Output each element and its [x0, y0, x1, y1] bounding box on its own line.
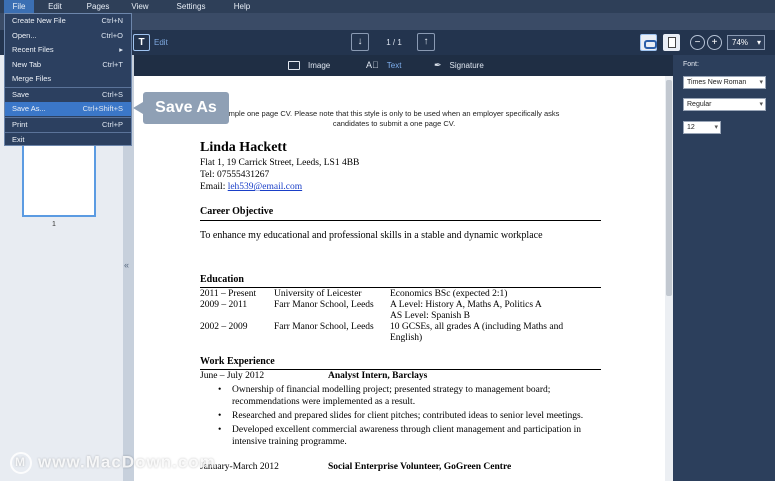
job1-bullet-1 — [216, 384, 596, 408]
menu-item-label: Merge Files — [12, 74, 52, 83]
zoom-in-icon[interactable]: + — [707, 35, 722, 50]
scrollbar-thumb[interactable] — [666, 80, 672, 296]
thumbnail-page-number: 1 — [52, 221, 56, 228]
document-area — [134, 76, 673, 481]
education-rule — [200, 287, 601, 288]
edu-detail: English) — [390, 333, 423, 343]
menu-help[interactable]: Help — [233, 2, 251, 11]
menu-item-label: New Tab — [12, 60, 42, 69]
work-rule — [200, 369, 601, 370]
career-rule — [200, 220, 601, 221]
menu-item-open[interactable] — [5, 29, 131, 43]
menu-item-recent-files[interactable] — [5, 43, 131, 57]
job1-bullet-3 — [216, 424, 596, 448]
zoom-select[interactable]: 74% ▾ — [727, 35, 765, 50]
career-heading: Career Objective — [200, 206, 274, 217]
document-page[interactable] — [134, 76, 665, 481]
edu-school: University of Leicester — [274, 289, 362, 299]
page-view-icon[interactable] — [663, 34, 680, 51]
edu-detail: Economics BSc (expected 2:1) — [390, 289, 508, 299]
next-page-button[interactable]: ↑ — [417, 33, 435, 51]
cv-email-link[interactable]: leh539@email.com — [227, 182, 303, 192]
submenu-arrow-icon: ▸ — [119, 45, 123, 54]
font-size-select[interactable]: 12 ▾ — [683, 121, 721, 134]
menu-file[interactable]: File — [4, 0, 34, 13]
menu-item-shortcut: Ctrl+Shift+S — [82, 104, 123, 113]
menu-item-shortcut: Ctrl+T — [102, 60, 123, 69]
job2-dates: January-March 2012 — [200, 462, 279, 472]
edit-label[interactable]: Edit — [154, 38, 168, 47]
menubar — [0, 0, 775, 13]
insert-image-label: Image — [308, 61, 331, 70]
menu-item-label: Print — [12, 120, 28, 129]
insert-text-button[interactable] — [366, 55, 401, 76]
job1-dates: June – July 2012 — [200, 371, 265, 381]
insert-signature-label: Signature — [449, 61, 484, 70]
previous-page-button[interactable]: ↓ — [351, 33, 369, 51]
watermark — [10, 452, 216, 474]
career-text: To enhance my educational and professional skills in a stable and dynamic workplace — [200, 230, 543, 241]
edu-detail: AS Level: Spanish B — [390, 311, 470, 321]
menu-item-label: Create New File — [12, 16, 66, 25]
education-heading: Education — [200, 274, 244, 285]
save-as-callout: Save As — [143, 92, 229, 124]
document-scrollbar[interactable] — [665, 76, 673, 481]
edu-detail: A Level: History A, Maths A, Politics A — [390, 300, 542, 310]
bullet-text: recommendations were implemented as a result. — [232, 397, 416, 407]
collapse-chevron-icon: « — [124, 260, 130, 270]
font-family-select[interactable]: Times New Roman ▾ — [683, 76, 766, 89]
menu-pages[interactable]: Pages — [86, 2, 110, 11]
menu-view[interactable]: View — [131, 2, 149, 11]
menu-item-shortcut: Ctrl+S — [101, 90, 123, 99]
menu-item-new-tab[interactable] — [5, 58, 131, 72]
edu-school: Farr Manor School, Leeds — [274, 300, 374, 310]
note-line-1: mple one page CV. Please note that this style is only to be used when an employer specifically asks — [228, 109, 560, 118]
menu-item-label: Save — [12, 90, 30, 99]
menu-item-print[interactable] — [5, 118, 131, 132]
bullet-text: Ownership of financial modelling project; presented strategy to management board; — [232, 385, 551, 395]
menu-item-shortcut: Ctrl+O — [101, 31, 123, 40]
menu-item-merge-files[interactable] — [5, 72, 131, 86]
bullet-text: Researched and prepared slides for client pitches; contributed ideas to senior level meetings. — [232, 411, 584, 421]
menu-edit[interactable]: Edit — [48, 2, 62, 11]
insert-signature-button[interactable] — [434, 55, 484, 76]
watermark-text: www.MacDown.com — [38, 452, 216, 472]
job1-title: Analyst Intern, Barclays — [328, 371, 428, 381]
menu-item-label: Recent Files — [12, 45, 54, 54]
insert-toolbar — [134, 55, 673, 76]
pen-icon: ✒ — [434, 60, 442, 71]
properties-panel — [673, 55, 775, 481]
edit-text-icon[interactable]: T — [133, 34, 150, 51]
cv-name: Linda Hackett — [200, 140, 287, 155]
cv-email-line — [200, 182, 302, 192]
menu-item-shortcut: Ctrl+N — [101, 16, 123, 25]
cv-address: Flat 1, 19 Carrick Street, Leeds, LS1 4BB — [200, 158, 360, 168]
note-line-2: candidates to submit a one page CV. — [332, 119, 456, 128]
insert-image-button[interactable] — [288, 55, 330, 76]
insert-text-label: Text — [386, 61, 402, 70]
menu-settings[interactable]: Settings — [176, 2, 206, 11]
edu-school: Farr Manor School, Leeds — [274, 322, 374, 332]
watermark-logo-icon — [10, 452, 32, 474]
job1-bullet-2 — [216, 410, 596, 422]
edu-years: 2002 – 2009 — [200, 322, 248, 332]
zoom-out-icon[interactable]: − — [690, 35, 705, 50]
bullet-text: intensive training programme. — [232, 437, 347, 447]
font-label: Font: — [683, 61, 699, 68]
menu-item-save-as[interactable] — [5, 102, 131, 116]
job2-title: Social Enterprise Volunteer, GoGreen Centre — [328, 462, 512, 472]
menu-item-shortcut: Ctrl+P — [101, 120, 123, 129]
menu-item-label: Exit — [12, 135, 25, 144]
page-indicator: 1 / 1 — [386, 38, 402, 47]
document-note — [194, 109, 594, 129]
cv-email-label: Email: — [200, 182, 228, 192]
bullet-text: Developed excellent commercial awareness through client management and participation in — [232, 425, 581, 435]
menu-item-label: Save As... — [12, 104, 46, 113]
menu-item-create-new-file[interactable] — [5, 14, 131, 28]
menu-item-save[interactable] — [5, 88, 131, 102]
edu-years: 2009 – 2011 — [200, 300, 248, 310]
menu-item-label: Open... — [12, 31, 37, 40]
image-icon — [288, 61, 300, 70]
cv-tel: Tel: 07555431267 — [200, 170, 270, 180]
file-menu-dropdown — [4, 13, 132, 146]
page-thumbnail[interactable] — [22, 137, 96, 217]
text-icon: A⃞ — [366, 60, 379, 71]
font-style-select[interactable]: Regular ▾ — [683, 98, 766, 111]
work-heading: Work Experience — [200, 356, 275, 367]
menu-item-exit[interactable] — [5, 133, 131, 147]
view-mode-icon[interactable] — [640, 34, 657, 51]
edu-years: 2011 – Present — [200, 289, 257, 299]
edu-detail: 10 GCSEs, all grades A (including Maths and — [390, 322, 564, 332]
